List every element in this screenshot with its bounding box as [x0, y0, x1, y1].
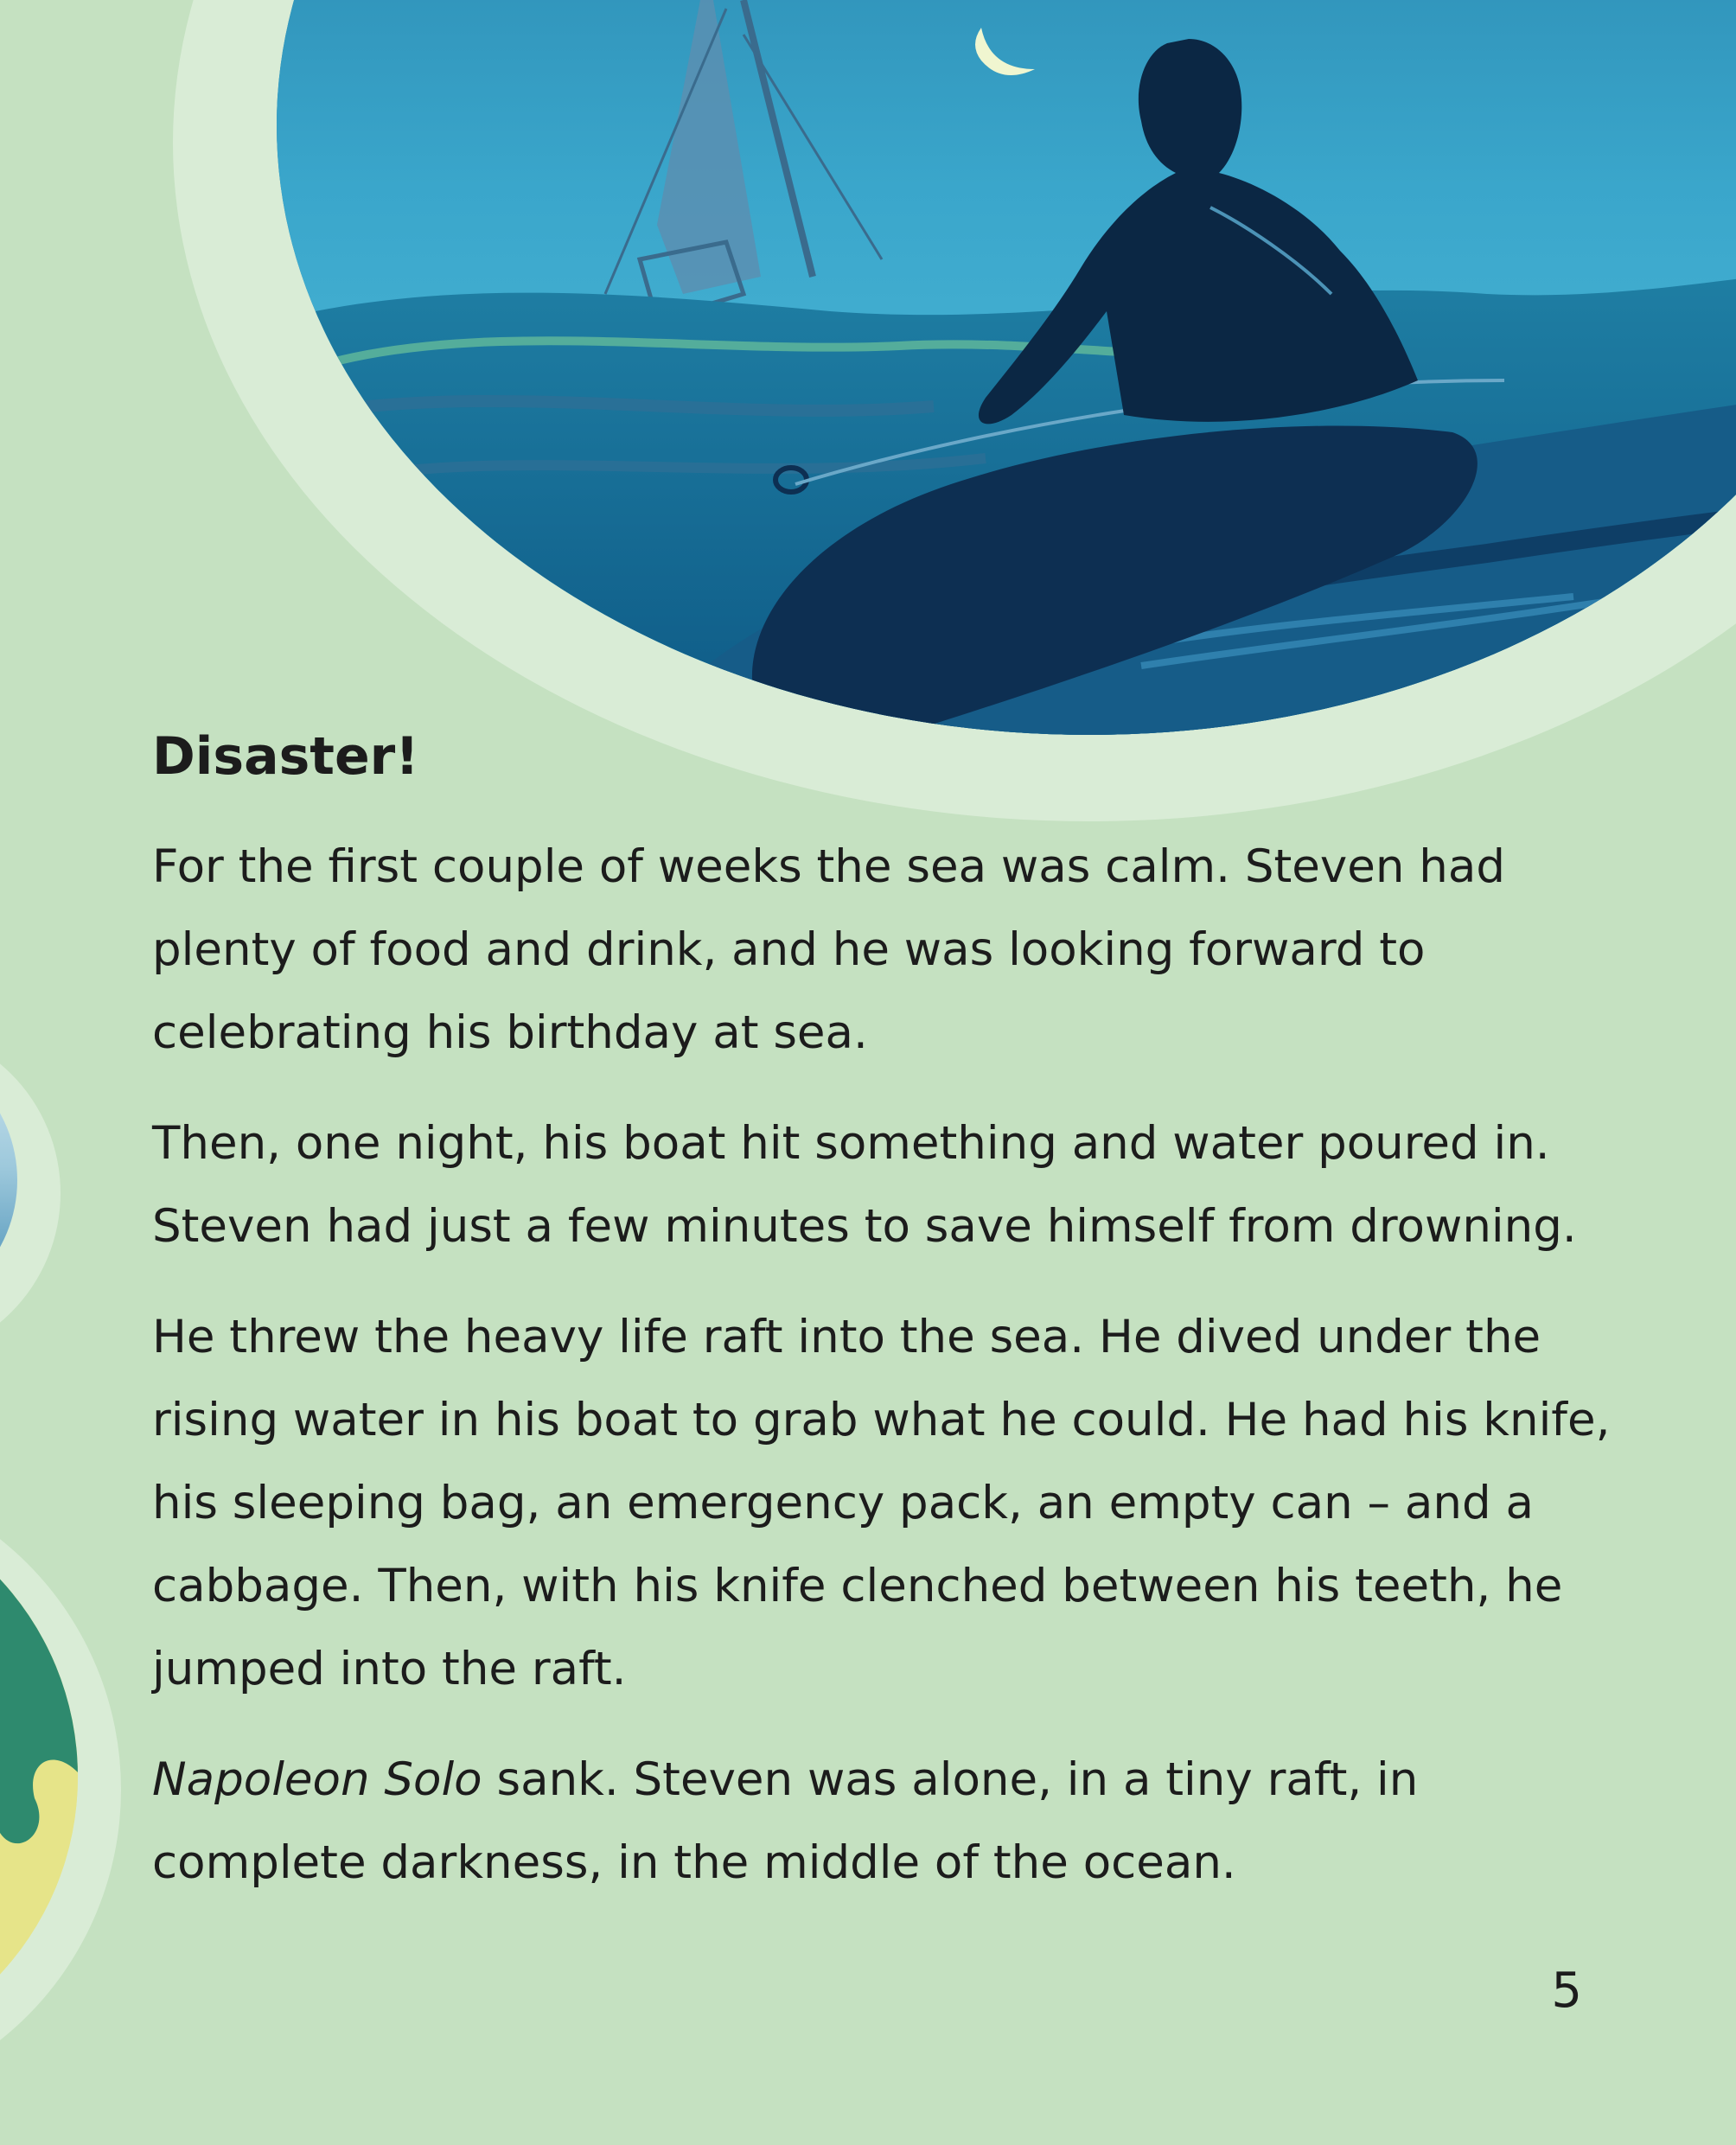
shipwreck-illustration [277, 0, 1736, 735]
boat-name: Napoleon Solo [152, 1753, 482, 1806]
section-heading: Disaster! [152, 726, 419, 787]
paragraph-1: For the first couple of weeks the sea was calm. Steven had plenty of food and drink, and he was looking forward to celebrating his birthday at sea. [152, 840, 1506, 1059]
paragraph-4-text: sank. Steven was alone, in a tiny raft, in complete darkness, in the middle of the ocean. [152, 1753, 1419, 1889]
page-number: 5 [1551, 1963, 1582, 2019]
shipwreck-scene [277, 0, 1736, 735]
paragraph-4 [152, 1739, 1622, 1905]
paragraph-2: Then, one night, his boat hit something and water poured in. Steven had just a few minutes to save himself from drowning. [152, 1117, 1577, 1253]
paragraph-3: He threw the heavy life raft into the sea. He dived under the rising water in his boat to grab what he could. He had his knife, his sleeping bag, an emergency pack, an empty can – and a cabbage. Then, with his knife clenched between his teeth, he jumped into the raft. [152, 1311, 1611, 1695]
article-body [152, 722, 1622, 1932]
